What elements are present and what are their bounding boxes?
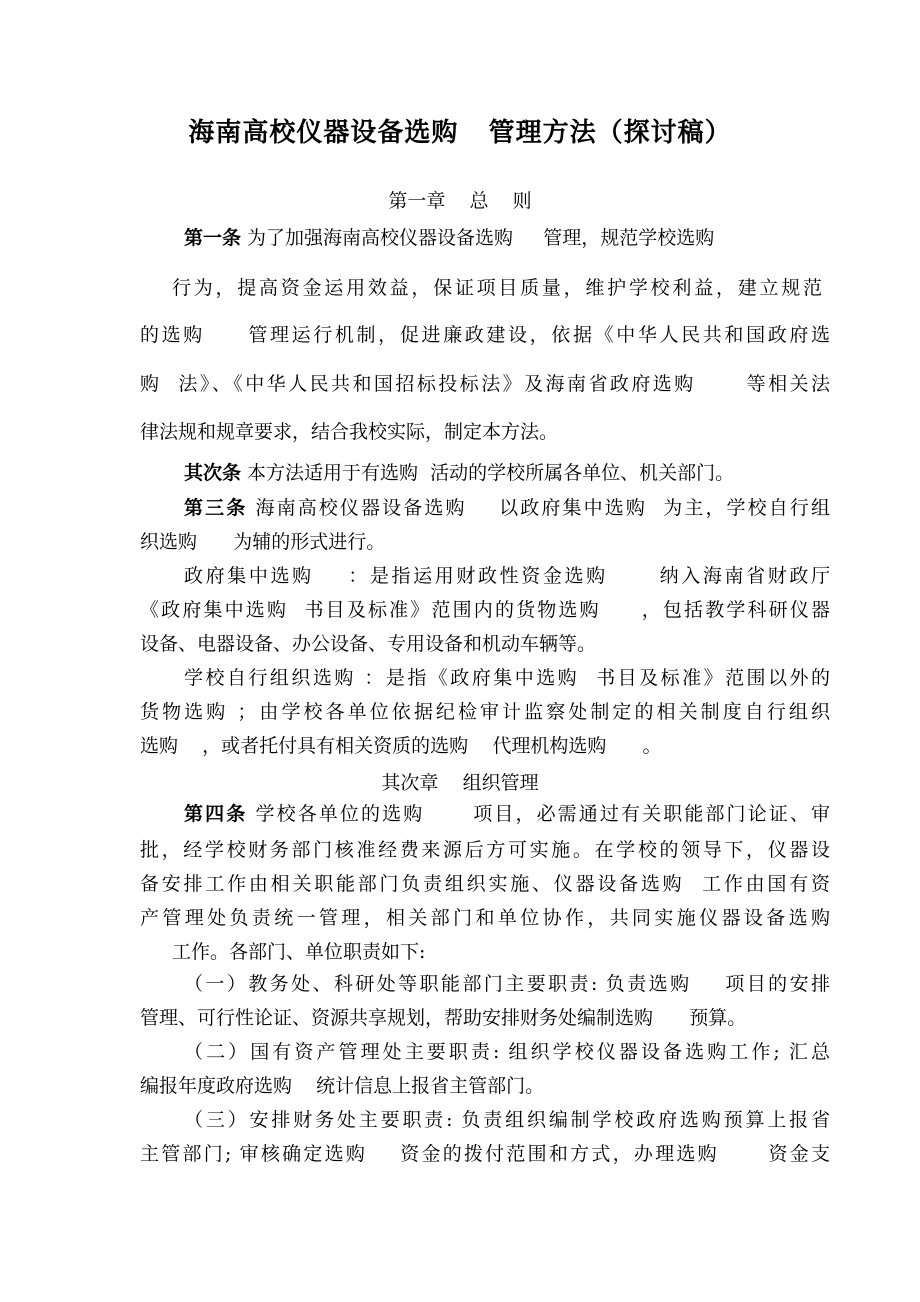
article-2-line-1: 其次条 本方法适用于有选购 活动的学校所属各单位、机关部门。 [184,462,735,484]
article-1-line-2: 行为，提高资金运用效益，保证项目质量，维护学校利益，建立规范 [172,277,822,299]
article-4-label: 第四条 [184,803,248,825]
article-1-line-1: 第一条 为了加强海南高校仪器设备选购 管理，规范学校选购 [184,227,715,249]
item-2-line-1: （二）国有资产管理处主要职责: 组织学校仪器设备选购工作; 汇总 [184,1041,830,1063]
item-1-line-2: 管理、可行性论证、资源共享规划，帮助安排财务处编制选购 预算。 [140,1007,747,1029]
chapter-heading-2: 其次章 组织管理 [381,772,539,794]
item-3-line-1: （三）安排财务处主要职责: 负责组织编制学校政府选购预算上报省 [184,1109,830,1131]
article-1-label: 第一条 [184,227,242,249]
article-1-line-3: 的选购 管理运行机制，促进廉政建设，依据《中华人民共和国政府选 [140,324,830,346]
document-title: 海南高校仪器设备选购 管理方法（探讨稿） [188,118,732,148]
gov-procurement-line-2: 《政府集中选购 书目及标准》范围内的货物选购 ，包括教学科研仪器 [140,599,830,621]
gov-procurement-line-3: 设备、电器设备、办公设备、专用设备和机动车辆等。 [140,633,597,655]
article-3-line-1: 第三条 海南高校仪器设备选购 以政府集中选购 为主，学校自行组 [184,497,830,519]
article-4-line-4: 产管理处负责统一管理，相关部门和单位协作，共同实施仪器设备选购 [140,907,830,929]
school-procurement-line-2: 货物选购 ；由学校各单位依据纪检审计监察处制定的相关制度自行组织 [140,701,830,723]
article-4-line-2: 批，经学校财务部门核准经费来源后方可实施。在学校的领导下，仪器设 [140,839,830,861]
article-3-label: 第三条 [184,497,248,519]
article-2-label: 其次条 [184,462,242,484]
article-4-line-1: 第四条 学校各单位的选购 项目，必需通过有关职能部门论证、审 [184,803,830,825]
item-1-line-1: （一）教务处、科研处等职能部门主要职责: 负责选购 项目的安排 [184,973,830,995]
article-1-line-4: 购 法》、《中华人民共和国招标投标法》及海南省政府选购 等相关法 [140,373,830,395]
school-procurement-line-3: 选购 ，或者托付具有相关资质的选购 代理机构选购 。 [140,735,662,757]
article-1-line-5: 律法规和规章要求，结合我校实际，制定本方法。 [140,421,559,443]
item-2-line-2: 编报年度政府选购 统计信息上报省主管部门。 [140,1075,545,1097]
article-4-line-3: 备安排工作由相关职能部门负责组织实施、仪器设备选购 工作由国有资 [140,873,830,895]
chapter-heading-1: 第一章 总 则 [388,190,532,212]
item-3-line-2: 主管部门; 审核确定选购 资金的拨付范围和方式，办理选购 资金支 [140,1143,830,1165]
school-procurement-line-1: 学校自行组织选购 ：是指《政府集中选购 书目及标准》范围以外的 [184,667,830,689]
gov-procurement-line-1: 政府集中选购 ：是指运用财政性资金选购 纳入海南省财政厅 [184,565,830,587]
article-3-line-2: 织选购 为辅的形式进行。 [140,531,386,553]
article-4-line-5: 工作。各部门、单位职责如下: [172,941,426,963]
